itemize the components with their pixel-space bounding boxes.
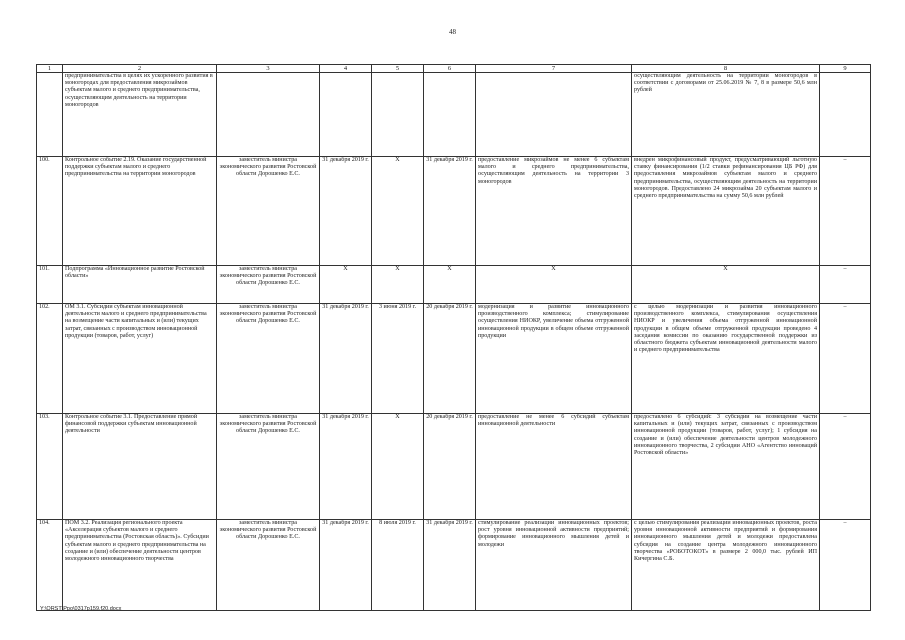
actual-result: осуществляющим деятельность на территории моногородов в соответствии с договорами от 25.06.2019 № 7, 8 в размере 50,6 млн рублей [632,73,820,157]
col-header: 3 [217,65,320,73]
col-header: 2 [63,65,217,73]
expected-result: модернизация и развитие инновационного производственного комплекса; стимулирование осуществления НИОКР, увеличение объема отгруженной инновационной продукции в общем объеме отгруженной продукции [476,304,632,414]
expected-result [476,73,632,157]
expected-result: стимулирование реализации инновационных проектов; рост уровня инновационной активности предприятий; формирование инновационного мышления детей и молодежи [476,520,632,611]
table-row [37,520,871,611]
col-header: 5 [372,65,424,73]
start-date: X [372,157,424,266]
event-name: ПОМ 3.2. Реализация регионального проекта «Акселерация субъектов малого и среднего предпринимательства (Ростовская область)». Субсидии субъектам малого и среднего предпринимательства на создание и (или) обеспечение деятельности центров молодежного инновационного творчества [63,520,217,611]
col-header: 6 [424,65,476,73]
start-date: 3 июня 2019 г. [372,304,424,414]
start-date: X [372,266,424,304]
fact-date: 20 декабря 2019 г. [424,414,476,520]
note: – [820,520,871,611]
fact-date [424,73,476,157]
fact-date: 31 декабря 2019 г. [424,520,476,611]
start-date: X [372,414,424,520]
row-number: 101. [37,266,63,304]
plan-date: X [320,266,372,304]
header-row [37,65,871,73]
row-number: 100. [37,157,63,266]
actual-result: предоставлено 6 субсидий: 3 субсидии на возмещение части капитальных и (или) текущих затрат, связанных с производством инновационной продукции (товаров, работ, услуг); 1 субсидия на создание и (или) обеспечение деятельности центров молодежного инновационного творчества, 2 субсидии АНО «Агентство инноваций Ростовской области» [632,414,820,520]
actual-result: с целью модернизации и развития инновационного производственного комплекса, стимулирования осуществления НИОКР и увеличения объема отгруженной инновационной продукции в общем объеме отгруженной продукции проведено 4 заседания комиссии по оказанию государственной поддержки из областного бюджета субъектам инновационной деятельности малого и среднего предпринимательства [632,304,820,414]
row-number: 104. [37,520,63,611]
col-header: 9 [820,65,871,73]
start-date [372,73,424,157]
event-name: Контрольное событие 2.19. Оказание государственной поддержки субъектам малого и среднего предпринимательства на территории моногородов [63,157,217,266]
note: – [820,157,871,266]
page-number: 48 [449,28,456,36]
note: – [820,266,871,304]
note: – [820,304,871,414]
row-number [37,73,63,157]
table-row [37,304,871,414]
table-row [37,266,871,304]
expected-result: предоставление не менее 6 субсидий субъектам инновационной деятельности [476,414,632,520]
col-header: 8 [632,65,820,73]
file-path-footer: Y:\ORST\Ppo\0317p159.f20.docx [40,606,122,612]
fact-date: X [424,266,476,304]
fact-date: 20 декабря 2019 г. [424,304,476,414]
event-name: Контрольное событие 3.1. Предоставление прямой финансовой поддержки субъектам инновационной деятельности [63,414,217,520]
start-date: 8 июля 2019 г. [372,520,424,611]
col-header: 7 [476,65,632,73]
event-name: Подпрограмма «Инновационное развитие Ростовской области» [63,266,217,304]
fact-date: 31 декабря 2019 г. [424,157,476,266]
responsible: заместитель министра экономического развития Ростовской области Дорошенко Е.С. [217,266,320,304]
plan-date: 31 декабря 2019 г. [320,157,372,266]
plan-date [320,73,372,157]
actual-result: с целью стимулирования реализации инновационных проектов, роста уровня инновационной активности предприятий и формирования инновационного мышления детей и молодежи предоставлена субсидия на создание центра молодежного инновационного творчества «РОБОТОКОТ» в размере 2 000,0 тыс. рублей ИП Кичергина С.Б. [632,520,820,611]
report-table [36,64,871,611]
actual-result: X [632,266,820,304]
responsible: заместитель министра экономического развития Ростовской области Дорошенко Е.С. [217,414,320,520]
event-name: предпринимательства в целях их ускоренного развития в моногородах для предоставления микрозаймов субъектам малого и среднего предпринимательства, осуществляющим деятельность на территории моногородов [63,73,217,157]
note [820,73,871,157]
responsible [217,73,320,157]
expected-result: X [476,266,632,304]
plan-date: 31 декабря 2019 г. [320,414,372,520]
row-number: 103. [37,414,63,520]
table-row [37,414,871,520]
actual-result: внедрен микрофинансовый продукт, предусматривающий льготную ставку финансирования (1/2 ставки рефинансирования ЦБ РФ) для предоставления микрозаймов субъектам малого и среднего предпринимательства, осуществляющим деятельность на территории моногородов. Предоставлено 24 микрозайма 20 субъектам малого и среднего предпринимательства на сумму 50,6 млн рублей [632,157,820,266]
plan-date: 31 декабря 2019 г. [320,304,372,414]
row-number: 102. [37,304,63,414]
table-row [37,73,871,157]
table-row [37,157,871,266]
expected-result: предоставление микрозаймов не менее 6 субъектам малого и среднего предпринимательства, осуществляющим деятельность на территории 3 моногородов [476,157,632,266]
col-header: 4 [320,65,372,73]
note: – [820,414,871,520]
event-name: ОМ 3.1. Субсидии субъектам инновационной деятельности малого и среднего предпринимательства на возмещение части капитальных и (или) текущих затрат, связанных с производством инновационной продукции (товаров, работ, услуг) [63,304,217,414]
responsible: заместитель министра экономического развития Ростовской области Дорошенко Е.С. [217,520,320,611]
col-header: 1 [37,65,63,73]
responsible: заместитель министра экономического развития Ростовской области Дорошенко Е.С. [217,157,320,266]
responsible: заместитель министра экономического развития Ростовской области Дорошенко Е.С. [217,304,320,414]
plan-date: 31 декабря 2019 г. [320,520,372,611]
